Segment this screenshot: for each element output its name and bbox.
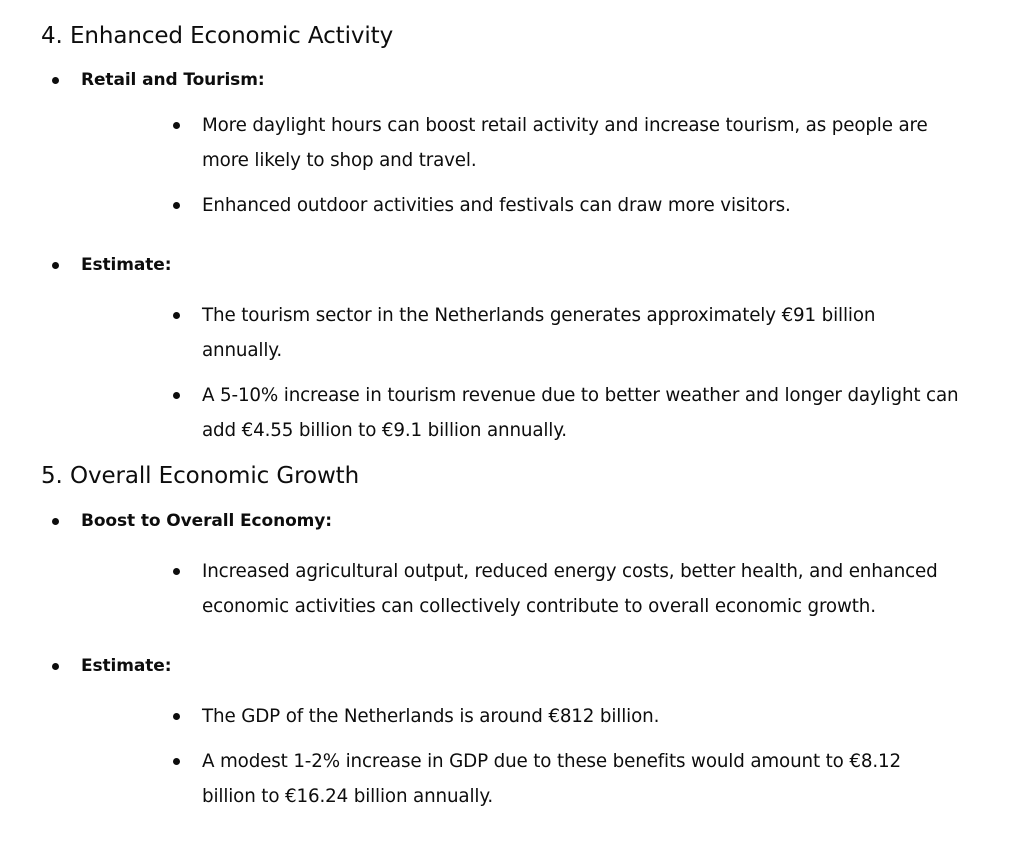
sub-list-item: The tourism sector in the Netherlands generates approximately €91 billion annually. (81, 298, 1029, 368)
sub-list-item: More daylight hours can boost retail activity and increase tourism, as people are more likely to shop and travel. (81, 108, 1029, 178)
list-item-overall-economy (0, 504, 1029, 624)
sub-list (81, 554, 1029, 624)
section-list (0, 504, 1029, 814)
sub-list-item: A modest 1-2% increase in GDP due to these benefits would amount to €8.12 billion to €16.24 billion annually. (81, 744, 1029, 814)
list-item-label: Estimate: (81, 255, 172, 275)
list-item-label: Estimate: (81, 656, 172, 676)
sub-list-item: Increased agricultural output, reduced energy costs, better health, and enhanced economic activities can collectively contribute to overall economic growth. (81, 554, 1029, 624)
sub-list (81, 699, 1029, 814)
section-heading-economic-growth: 5. Overall Economic Growth (41, 463, 360, 489)
section-list (0, 63, 1029, 448)
sub-list-item: Enhanced outdoor activities and festivals can draw more visitors. (81, 188, 1029, 223)
list-item-label: Boost to Overall Economy: (81, 511, 332, 531)
section-heading-economic-activity: 4. Enhanced Economic Activity (41, 23, 394, 49)
list-item-estimate (0, 248, 1029, 448)
list-item-label: Retail and Tourism: (81, 70, 265, 90)
sub-list (81, 298, 1029, 448)
sub-list-item: A 5-10% increase in tourism revenue due to better weather and longer daylight can add €4.55 billion to €9.1 billion annually. (81, 378, 1029, 448)
list-item-estimate (0, 649, 1029, 814)
list-item-retail-tourism (0, 63, 1029, 223)
sub-list-item: The GDP of the Netherlands is around €812 billion. (81, 699, 1029, 734)
sub-list (81, 108, 1029, 223)
